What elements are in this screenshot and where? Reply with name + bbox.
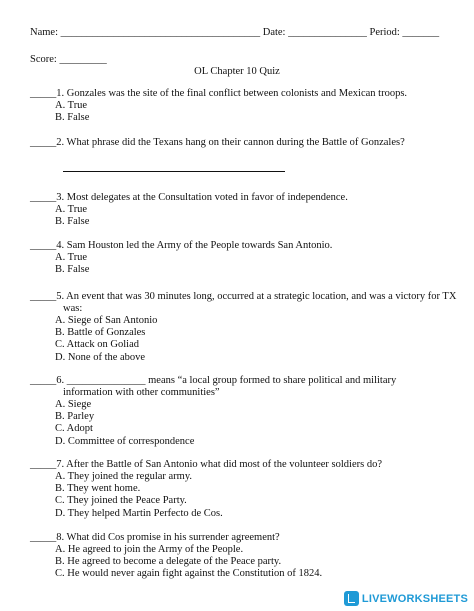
- option-a[interactable]: A. True: [55, 252, 88, 263]
- question-stem-continued: information with other communities”: [63, 387, 220, 398]
- question-5: [30, 291, 456, 364]
- option-a[interactable]: A. He agreed to join the Army of the People.: [55, 544, 244, 555]
- question-stem: _____6. _______________ means “a local group formed to share political and military: [30, 375, 397, 386]
- option-b[interactable]: B. False: [55, 112, 90, 124]
- option-d[interactable]: D. They helped Martin Perfecto de Cos.: [55, 507, 223, 519]
- name-date-period-line: Name: ______________________________________ Date: _______________ Period: _______: [30, 27, 440, 38]
- option-c[interactable]: C. They joined the Peace Party.: [55, 495, 187, 507]
- question-stem: _____8. What did Cos promise in his surrender agreement?: [30, 532, 280, 543]
- question-8: [30, 532, 322, 581]
- score-line: Score: _________: [30, 54, 107, 65]
- question-stem-continued: was:: [63, 303, 83, 314]
- option-b[interactable]: B. Parley: [55, 411, 95, 423]
- question-4: [30, 240, 332, 276]
- question-stem: _____7. After the Battle of San Antonio what did most of the volunteer soldiers do?: [30, 459, 382, 470]
- option-c[interactable]: C. Adopt: [55, 423, 93, 435]
- option-d[interactable]: D. None of the above: [55, 351, 146, 363]
- option-a[interactable]: A. Siege: [55, 399, 92, 410]
- option-a[interactable]: A. True: [55, 100, 88, 111]
- option-b[interactable]: B. False: [55, 216, 90, 228]
- option-c[interactable]: C. He would never again fight against the Constitution of 1824.: [55, 568, 323, 580]
- liveworksheets-logo-icon: [344, 591, 359, 606]
- option-a[interactable]: A. They joined the regular army.: [55, 471, 193, 482]
- option-b[interactable]: B. False: [55, 264, 90, 276]
- question-stem: _____2. What phrase did the Texans hang on their cannon during the Battle of Gonzales?: [30, 137, 405, 148]
- option-d[interactable]: D. Committee of correspondence: [55, 435, 195, 447]
- option-b[interactable]: B. Battle of Gonzales: [55, 327, 146, 339]
- option-c[interactable]: C. Attack on Goliad: [55, 339, 139, 351]
- question-stem: _____5. An event that was 30 minutes long, occurred at a strategic location, and was a victory for TX: [30, 291, 457, 302]
- answer-line[interactable]: [63, 171, 285, 172]
- question-7: [30, 459, 382, 520]
- option-a[interactable]: A. Siege of San Antonio: [55, 315, 158, 326]
- question-3: [30, 192, 348, 228]
- brand-name: LIVEWORKSHEETS: [361, 592, 468, 605]
- question-stem: _____4. Sam Houston led the Army of the People towards San Antonio.: [30, 240, 333, 251]
- option-b[interactable]: B. They went home.: [55, 483, 141, 495]
- liveworksheets-brand: [344, 591, 468, 606]
- question-stem: _____3. Most delegates at the Consultation voted in favor of independence.: [30, 192, 348, 203]
- option-a[interactable]: A. True: [55, 204, 88, 215]
- question-stem: _____1. Gonzales was the site of the final conflict between colonists and Mexican troops.: [30, 88, 408, 99]
- question-1: [30, 88, 407, 124]
- question-2: [30, 137, 405, 149]
- question-6: [30, 375, 396, 448]
- option-b[interactable]: B. He agreed to become a delegate of the Peace party.: [55, 556, 282, 568]
- page-title: OL Chapter 10 Quiz: [194, 66, 280, 77]
